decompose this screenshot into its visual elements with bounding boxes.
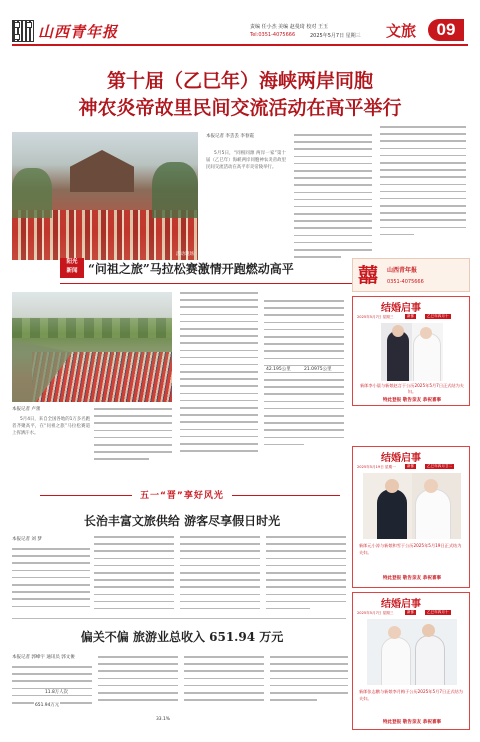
notice-wish: 特此登报 敬告亲友 恭祝喜事	[382, 720, 442, 725]
story2-tag-line2: 新闻	[66, 268, 78, 274]
story1-lead-paragraph: 5月5日，“同根同源 两岸一家”第十届（乙巳年）海峡两岸同胞神农炎帝故里民间交流活动在高平市炎帝陵举行。	[206, 151, 286, 171]
section-name: 文旅	[386, 22, 417, 40]
section-banner-text: 五一“晋”享好风光	[132, 488, 232, 501]
story2-photo	[12, 292, 172, 402]
masthead-rule	[12, 44, 468, 46]
story4-text-col3	[184, 656, 264, 714]
story2-tag	[60, 258, 84, 278]
ad-header	[352, 258, 470, 292]
story4-figure-revenue: 651.94万元	[35, 703, 60, 708]
notice-wish: 特此登报 敬告亲友 恭祝喜事	[382, 398, 442, 403]
story1-headline-line2: 神农炎帝故里民间交流活动在高平举行	[78, 97, 402, 119]
bride-badge: 乙巳年四月十	[427, 314, 449, 318]
wedding-notice-1	[352, 296, 470, 406]
double-happiness-ribbon: 囍	[358, 263, 378, 287]
notice-text: 新郎张志鹏与新娘李月梅于公历2025年5月7日正式结为夫妇。	[359, 689, 463, 701]
story3-text-col1	[12, 548, 90, 614]
section-banner	[40, 486, 340, 506]
story3-text-col2	[94, 536, 174, 614]
groom-badge: 新郎	[407, 610, 415, 614]
story4-figure-growth: 33.1%	[156, 717, 170, 722]
story4-text-col2	[98, 656, 178, 714]
story1-lead	[206, 150, 286, 262]
bride-badge: 乙巳年四月廿二	[427, 464, 453, 468]
story2-byline: 本报记者 卢蕾	[12, 407, 41, 412]
editor-line: 责编 任小杰 美编 赵曼琦 校对 王玉	[250, 24, 328, 30]
story1-headline-line1: 第十届（乙巳年）海峡两岸同胞	[106, 70, 373, 92]
story1-byline: 本报记者 李丢丢 李春霞	[206, 134, 254, 139]
couple-photo	[381, 323, 443, 381]
notice-text: 新郎元小涛与新娘和雪于公历2025年5月19日正式结为夫妇。	[359, 543, 462, 555]
story1-photo	[12, 132, 198, 260]
story2-headline-rule	[60, 283, 360, 284]
story3-text-col3	[180, 536, 260, 614]
story3-text-col4	[266, 536, 346, 614]
notice-date: 2025年5月7日 星期三	[357, 315, 394, 319]
story1-text-col3	[380, 126, 466, 246]
page-number-badge	[428, 19, 464, 41]
story2-lead-paragraph: 5月4日，来自全国各地的1万多名跑者齐聚高平，在“问祖之旅”马拉松赛道上挥洒汗水。	[12, 417, 90, 437]
story2-lead	[12, 416, 90, 474]
issue-date: 2025年5月7日 星期三	[310, 33, 361, 39]
story3-byline: 本报记者 刘 梦	[12, 537, 42, 542]
ad-org-name: 山西青年报	[387, 267, 418, 274]
story1-photo-caption: 活动现场	[176, 252, 194, 257]
story4-headline: 偏关不偏 旅游业总收入 651.94 万元	[80, 630, 284, 644]
groom-badge: 新郎	[407, 464, 415, 468]
couple-photo	[363, 473, 461, 539]
notice-wish: 特此登报 敬告亲友 恭祝喜事	[382, 576, 442, 581]
page-number: 09	[436, 20, 456, 39]
ad-phone: 0351-4075666	[387, 279, 424, 285]
story4-text-col4	[270, 656, 348, 714]
notice-title: 结婚启事	[381, 453, 421, 464]
notice-title: 结婚启事	[381, 599, 421, 610]
story1-text-col2	[294, 134, 372, 262]
wedding-notice-2	[352, 446, 470, 588]
qr-code	[12, 20, 34, 42]
wedding-notice-3	[352, 592, 470, 730]
story3-divider	[12, 618, 346, 619]
notice-title: 结婚启事	[381, 303, 421, 314]
wedding-ad-panel	[352, 258, 470, 730]
story2-text-col4	[264, 300, 344, 468]
couple-photo	[367, 619, 457, 685]
paper-name-logo: 山西青年报	[38, 23, 119, 41]
story2-tag-line1: 阳光	[66, 259, 78, 265]
story2-text-col2	[94, 408, 172, 468]
story2-figure-2: 21.0975公里	[304, 367, 332, 372]
notice-text: 新郎李小晨与新娘赵言于公历2025年5月7日正式结为夫妇。	[360, 383, 464, 394]
story2-text-col3	[180, 292, 258, 468]
story4-byline: 本报记者 郭峰宇 通讯员 郭文俊	[12, 655, 75, 660]
notice-date: 2025年5月19日 星期一	[357, 465, 396, 469]
story2-figure-1: 42.195公里	[266, 367, 291, 372]
story1-headline	[12, 68, 468, 122]
notice-date: 2025年5月7日 星期三	[357, 611, 394, 615]
story2-headline: “问祖之旅”马拉松赛激情开跑燃动高平	[88, 262, 294, 276]
story3-headline: 长治丰富文旅供给 游客尽享假日时光	[83, 514, 281, 528]
groom-badge: 新郎	[407, 314, 415, 318]
phone-number: Tel:0351-4075666	[250, 32, 296, 38]
bride-badge: 乙巳年四月十	[427, 610, 449, 614]
story4-figure-visitors: 11.8万人次	[45, 690, 68, 695]
